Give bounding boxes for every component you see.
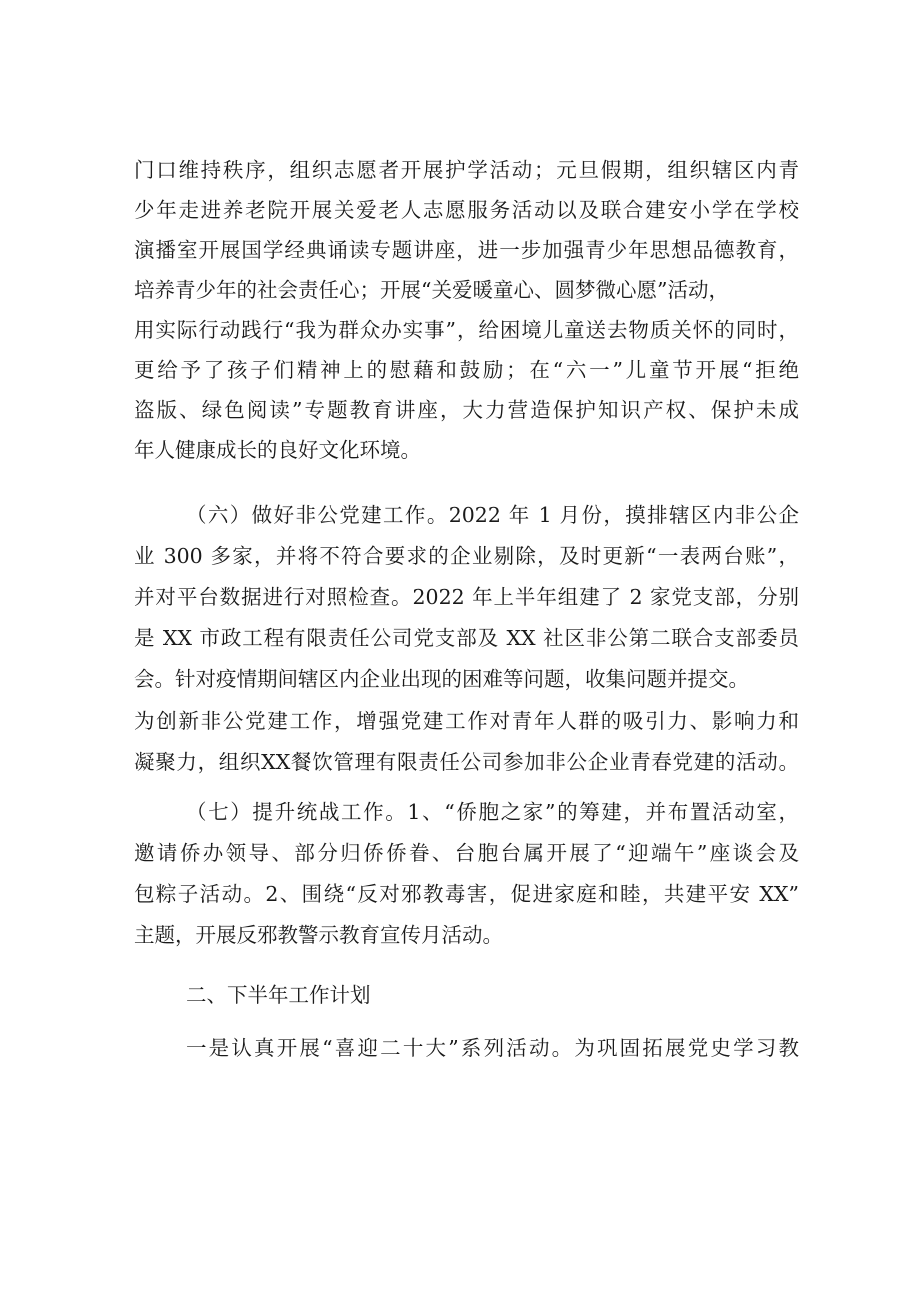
body-line: 一是认真开展“喜迎二十大”系列活动。为巩固拓展党史学习教 xyxy=(186,1036,799,1060)
body-line: 年人健康成长的良好文化环境。 xyxy=(134,438,421,462)
body-line: 用实际行动践行“我为群众办实事”，给困境儿童送去物质关怀的同时， xyxy=(134,318,799,342)
body-line: 是 XX 市政工程有限责任公司党支部及 XX 社区非公第二联合支部委员 xyxy=(134,626,799,650)
body-line: 盗版、绿色阅读”专题教育讲座，大力营造保护知识产权、保护未成 xyxy=(134,398,799,422)
section-heading: 二、下半年工作计划 xyxy=(186,983,371,1007)
body-line: 并对平台数据进行对照检查。2022 年上半年组建了 2 家党支部，分别 xyxy=(134,585,799,609)
body-line: 主题，开展反邪教警示教育宣传月活动。 xyxy=(134,923,503,947)
body-line: 培养青少年的社会责任心；开展“关爱暖童心、圆梦微心愿”活动， xyxy=(134,278,729,302)
body-line: 门口维持秩序，组织志愿者开展护学活动；元旦假期，组织辖区内青 xyxy=(134,158,799,182)
body-line: 包粽子活动。2、围绕“反对邪教毒害，促进家庭和睦，共建平安 XX” xyxy=(134,882,799,906)
body-line: 少年走进养老院开展关爱老人志愿服务活动以及联合建安小学在学校 xyxy=(134,198,799,222)
body-line: 更给予了孩子们精神上的慰藉和鼓励；在“六一”儿童节开展“拒绝 xyxy=(134,358,799,382)
body-line: 演播室开展国学经典诵读专题讲座，进一步加强青少年思想品德教育， xyxy=(134,238,799,262)
body-line: 为创新非公党建工作，增强党建工作对青年人群的吸引力、影响力和 xyxy=(134,709,799,733)
paragraph-seven-heading-line: （七）提升统战工作。1、“侨胞之家”的筹建，并布置活动室， xyxy=(186,800,799,824)
body-line: 业 300 多家，并将不符合要求的企业剔除，及时更新“一表两台账”， xyxy=(134,544,799,568)
paragraph-six-heading-line: （六）做好非公党建工作。2022 年 1 月份，摸排辖区内非公企 xyxy=(186,503,799,527)
body-line: 邀请侨办领导、部分归侨侨眷、台胞台属开展了“迎端午”座谈会及 xyxy=(134,841,799,865)
body-line: 会。针对疫情期间辖区内企业出现的困难等问题，收集问题并提交。 xyxy=(134,667,749,691)
body-line: 凝聚力，组织XX餐饮管理有限责任公司参加非公企业青春党建的活动。 xyxy=(134,750,799,774)
